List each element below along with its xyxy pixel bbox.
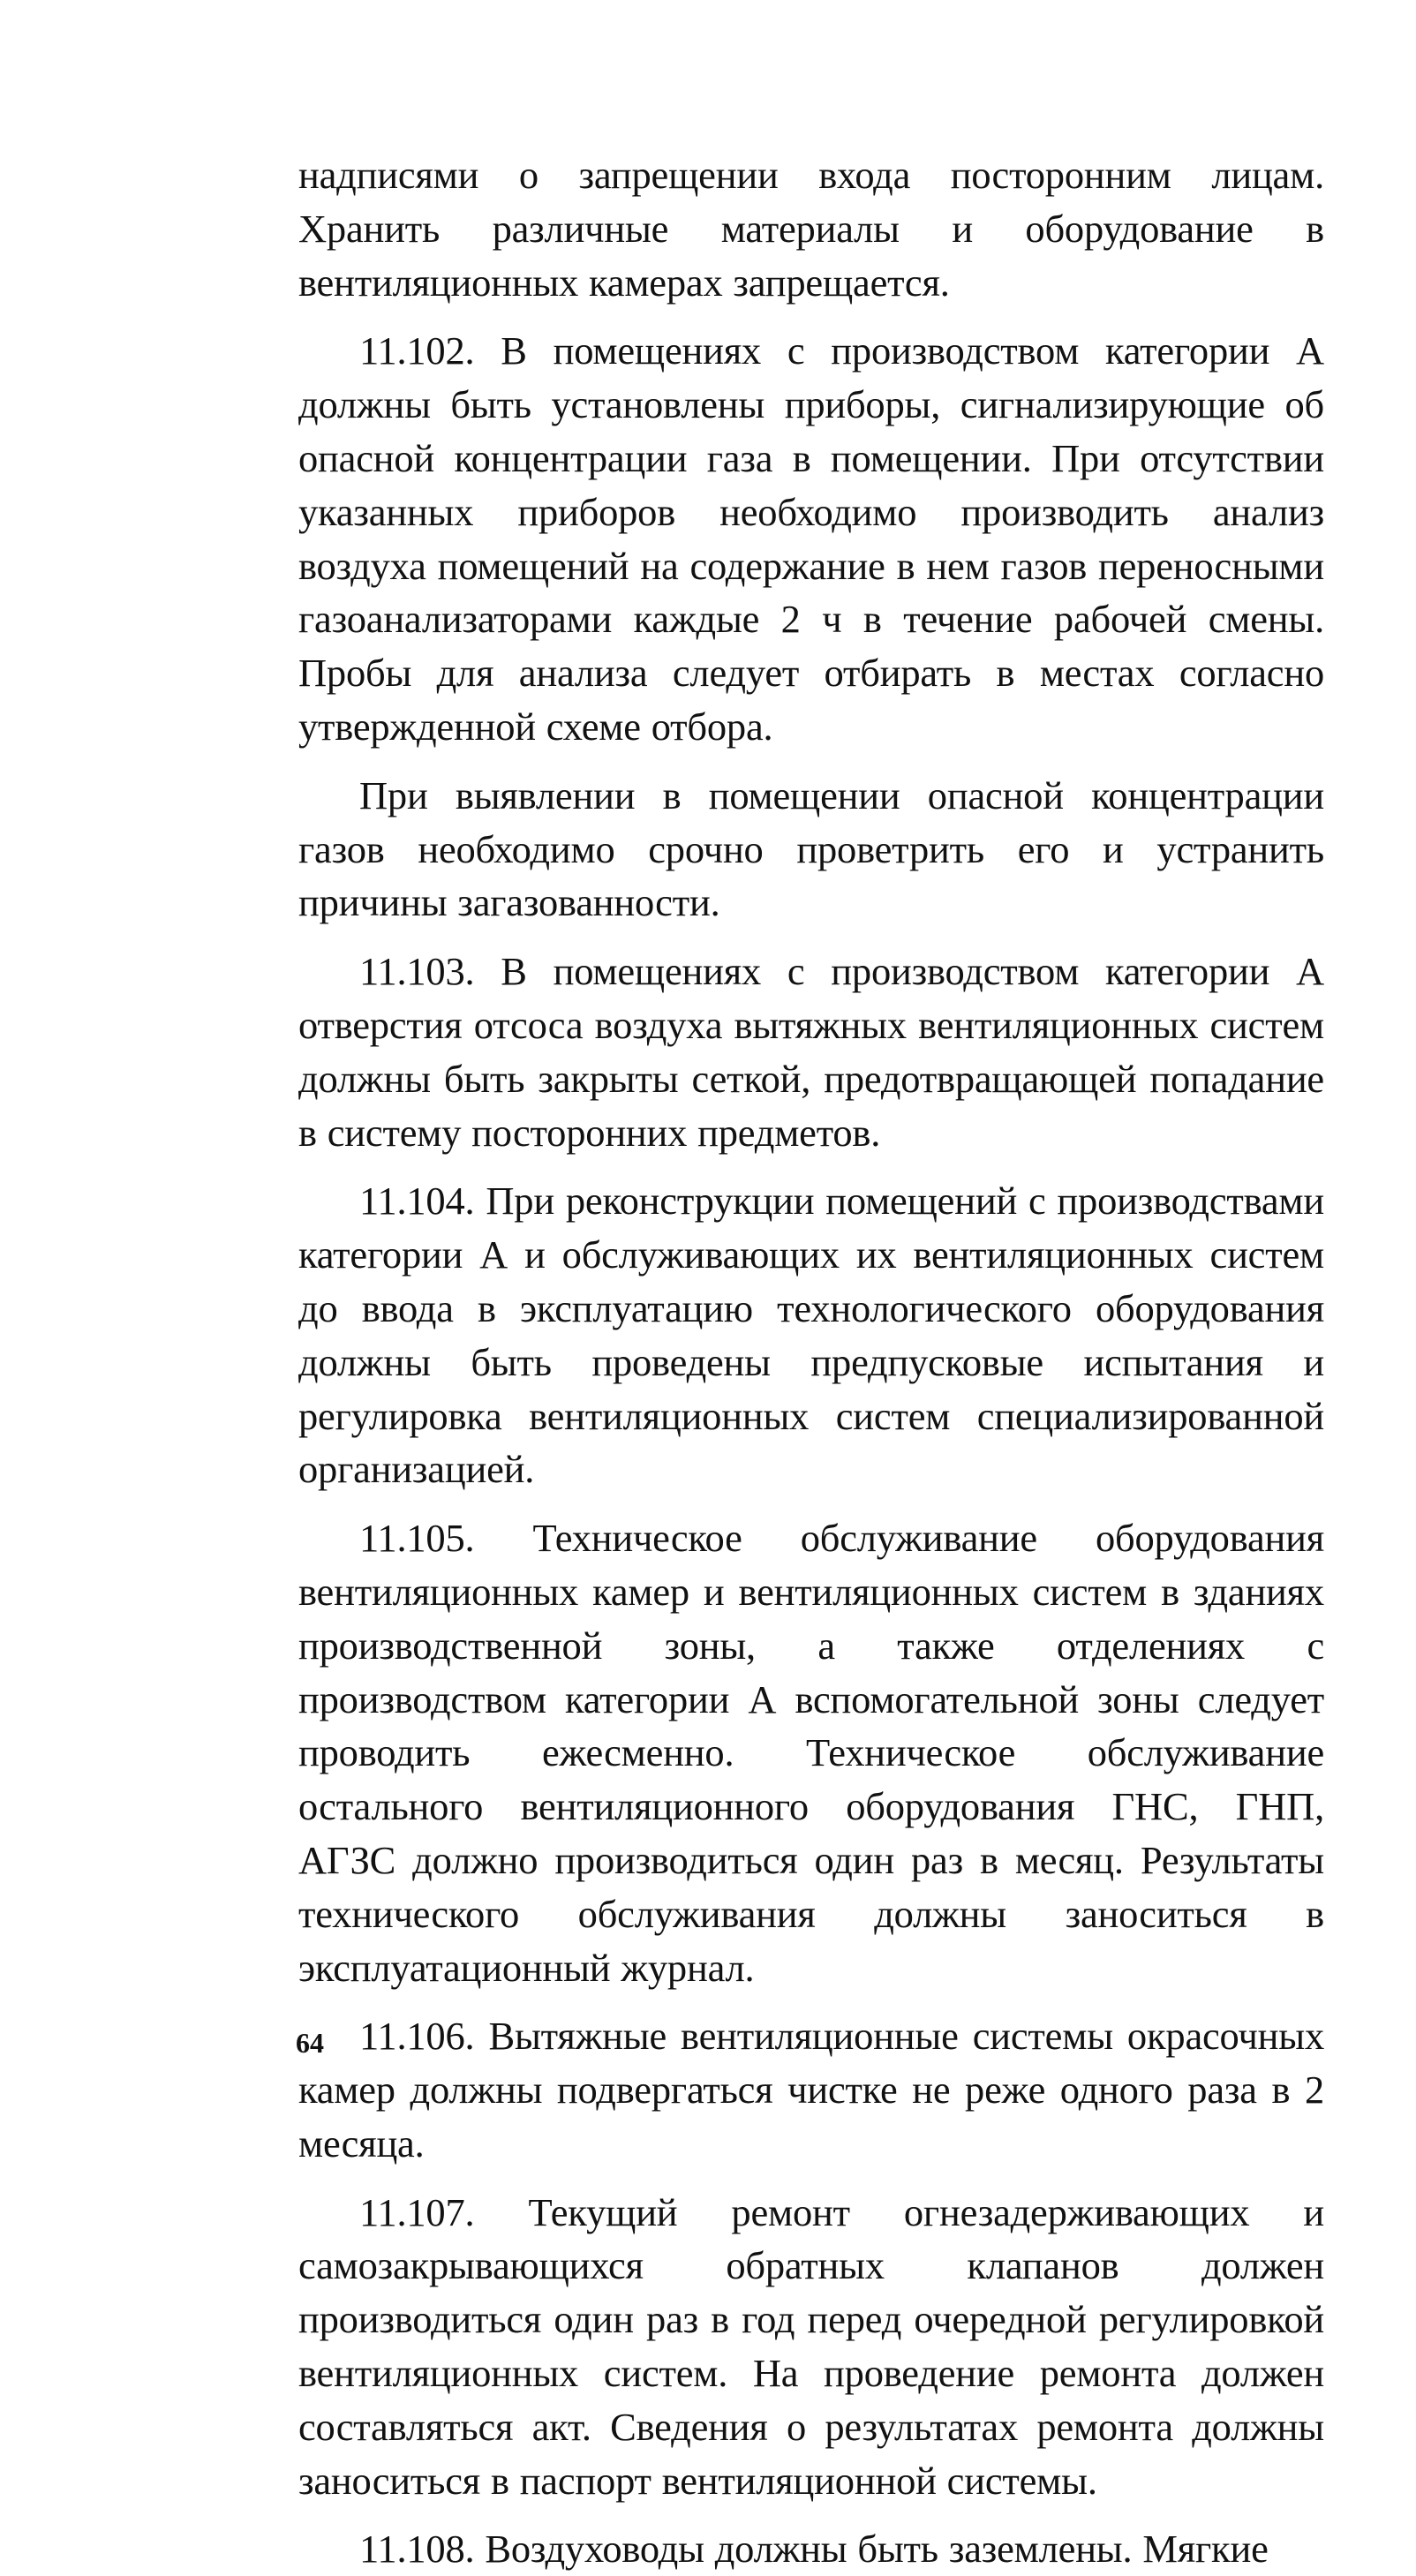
paragraph-11-108: 11.108. Воздуховоды должны быть заземлены. Мягкие bbox=[359, 2527, 1269, 2572]
document-page-body bbox=[298, 148, 1324, 2576]
paragraph-11-106: 11.106. Вытяжные вентиляционные системы окрасочных камер должны подвергаться чистке не реже одного раза в 2 месяца. bbox=[298, 2014, 1324, 2165]
paragraph-11-107: 11.107. Текущий ремонт огнезадерживающих и самозакрывающихся обратных клапанов должен производиться один раз в год перед очередной регулировкой вентиляционных систем. На проведение ремонта должен составляться акт. Сведения о результатах ремонта должны заноситься в паспорт вентиляционной системы. bbox=[298, 2189, 1324, 2503]
paragraph-continuation: надписями о запрещении входа посторонним лицам. Хранить различные материалы и оборудование в вентиляционных камерах запрещается. bbox=[298, 153, 1324, 305]
paragraph-11-104: 11.104. При реконструкции помещений с производствами категории А и обслуживающих их вентиляционных систем до ввода в эксплуатацию технологического оборудования должны быть проведены предпусковые испытания и регулировка вентиляционных систем специализированной организацией. bbox=[298, 1179, 1324, 1492]
paragraph-11-102: 11.102. В помещениях с производством категории А должны быть установлены приборы, сигнализирующие об опасной концентрации газа в помещении. При отсутствии указанных приборов необходимо производить анализ воздуха помещений на содержание в нем газов переносными газоанализаторами каждые 2 ч в течение рабочей смены. Пробы для анализа следует отбирать в местах согласно утвержденной схеме отбора. bbox=[298, 328, 1324, 749]
paragraph-gas-detection: При выявлении в помещении опасной концентрации газов необходимо срочно проветрить его и устранить причины загазованности. bbox=[298, 772, 1324, 925]
paragraph-11-105: 11.105. Техническое обслуживание оборудования вентиляционных камер и вентиляционных систем в зданиях производственной зоны, а также отделениях с производством категории А вспомогательной зоны следует проводить ежесменно. Техническое обслуживание остального вентиляционного оборудования ГНС, ГНП, АГЗС должно производиться один раз в месяц. Результаты технического обслуживания должны заноситься в эксплуатационный журнал. bbox=[298, 1516, 1324, 1990]
page-number: 64 bbox=[296, 2027, 324, 2059]
paragraph-11-103: 11.103. В помещениях с производством категории А отверстия отсоса воздуха вытяжных вентиляционных систем должны быть закрыты сеткой, предотвращающей попадание в систему посторонних предметов. bbox=[298, 949, 1324, 1155]
